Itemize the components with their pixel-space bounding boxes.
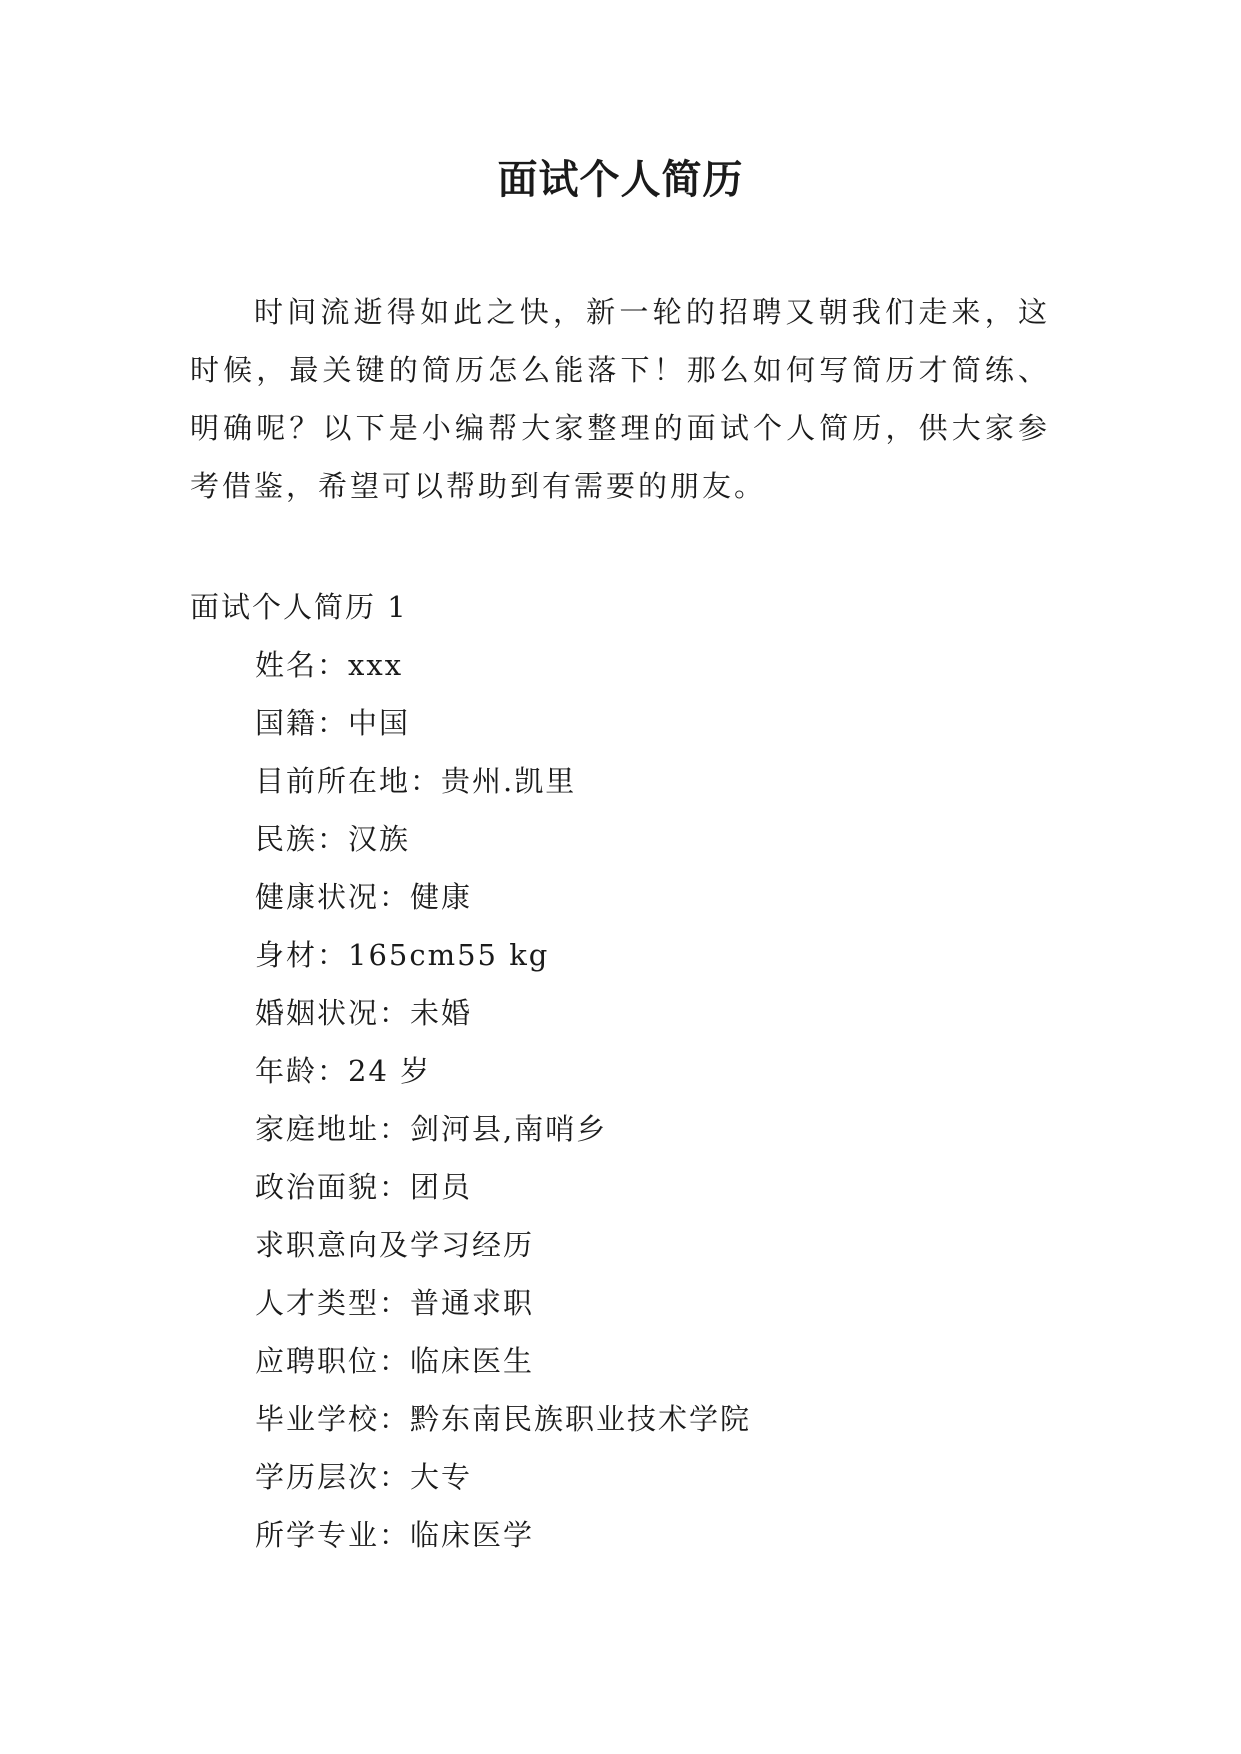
field-education-level: 学历层次：大专 — [255, 1460, 473, 1494]
intro-paragraph: 时间流逝得如此之快，新一轮的招聘又朝我们走来，这时候，最关键的简历怎么能落下！那么如何写简历才简练、明确呢？以下是小编帮大家整理的面试个人简历，供大家参考借鉴，希望可以帮助到有需要的朋友。 — [190, 295, 1050, 503]
field-marital-status: 婚姻状况：未婚 — [255, 996, 473, 1030]
section-heading: 面试个人简历 1 — [190, 590, 408, 624]
field-talent-type: 人才类型：普通求职 — [255, 1286, 535, 1320]
field-health: 健康状况：健康 — [255, 880, 473, 914]
field-age: 年龄：24 岁 — [255, 1054, 432, 1088]
field-position: 应聘职位：临床医生 — [255, 1344, 535, 1378]
field-current-location: 目前所在地：贵州.凯里 — [255, 764, 577, 798]
field-physique: 身材：165cm55 kg — [255, 938, 550, 972]
field-major: 所学专业：临床医学 — [255, 1518, 535, 1552]
field-nationality: 国籍：中国 — [255, 706, 411, 740]
field-ethnicity: 民族：汉族 — [255, 822, 411, 856]
field-home-address: 家庭地址：剑河县,南哨乡 — [255, 1112, 608, 1146]
field-political-status: 政治面貌：团员 — [255, 1170, 473, 1204]
subsection-heading: 求职意向及学习经历 — [255, 1228, 535, 1262]
resume-field-list — [255, 636, 1075, 1564]
document-title: 面试个人简历 — [497, 157, 744, 203]
field-name: 姓名：xxx — [255, 648, 404, 682]
field-school: 毕业学校：黔东南民族职业技术学院 — [255, 1402, 752, 1436]
